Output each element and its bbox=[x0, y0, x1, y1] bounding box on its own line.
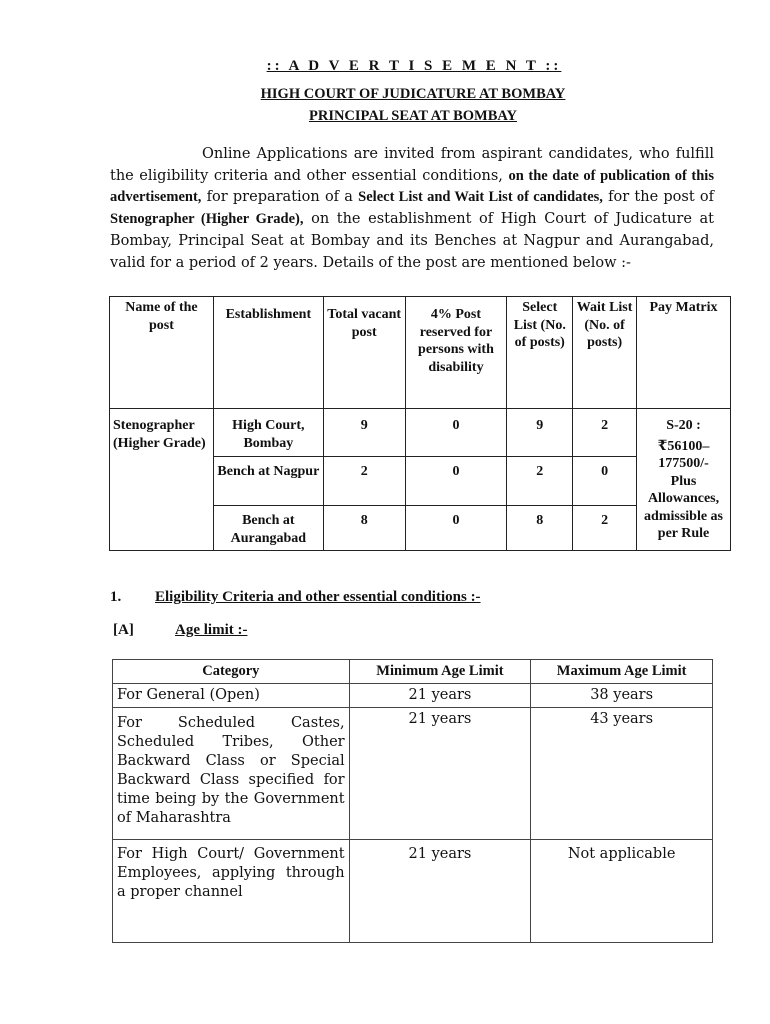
min-age-cell: 21 years bbox=[349, 684, 531, 708]
min-age-cell: 21 years bbox=[349, 708, 531, 840]
max-age-cell: Not applicable bbox=[531, 840, 713, 943]
table-row bbox=[113, 840, 713, 943]
column-header: Minimum Age Limit bbox=[349, 660, 531, 684]
wait-list-cell: 0 bbox=[573, 457, 637, 506]
total-vacant-cell: 8 bbox=[323, 506, 405, 551]
pay-note: Plus Allowances, admissible as per Rule bbox=[644, 473, 723, 541]
subsection-title: Age limit :- bbox=[175, 622, 248, 638]
post-name: Stenographer (Higher Grade) bbox=[110, 409, 214, 551]
intro-text: on the establishment of High Court of Judicature at Bombay, Principal Seat at Bombay and its Benches at Nagpur and Aurangabad, valid for a period of 2 years. Details of the post are mentioned below :- bbox=[110, 211, 714, 271]
category-cell: For General (Open) bbox=[113, 684, 350, 708]
table-header-row bbox=[113, 660, 713, 684]
select-list-cell: 2 bbox=[507, 457, 573, 506]
max-age-cell: 38 years bbox=[531, 684, 713, 708]
intro-text: for preparation of a bbox=[201, 189, 359, 206]
pwd-cell: 0 bbox=[405, 457, 507, 506]
establishment-cell: High Court, Bombay bbox=[213, 409, 323, 457]
pay-matrix-cell bbox=[637, 409, 731, 551]
section-number: 1. bbox=[110, 589, 122, 605]
table-row bbox=[113, 708, 713, 840]
establishment-cell: Bench at Aurangabad bbox=[213, 506, 323, 551]
table-header-row bbox=[110, 297, 731, 409]
column-header: Maximum Age Limit bbox=[531, 660, 713, 684]
posts-table bbox=[109, 296, 731, 551]
intro-text: Online Applications are invited from aspirant candidates, who fulfill the eligibility criteria and other essential conditions, bbox=[110, 146, 714, 184]
section-title: Eligibility Criteria and other essential conditions :- bbox=[155, 589, 481, 605]
table-row bbox=[113, 684, 713, 708]
column-header: 4% Post reserved for persons with disability bbox=[405, 297, 507, 409]
min-age-cell: 21 years bbox=[349, 840, 531, 943]
court-name: HIGH COURT OF JUDICATURE AT BOMBAY bbox=[260, 86, 566, 102]
wait-list-cell: 2 bbox=[573, 409, 637, 457]
intro-emphasis: Select List and Wait List of candidates, bbox=[358, 189, 603, 206]
section-heading bbox=[110, 589, 481, 606]
column-header: Category bbox=[113, 660, 350, 684]
wait-list-cell: 2 bbox=[573, 506, 637, 551]
intro-paragraph bbox=[110, 144, 714, 274]
total-vacant-cell: 2 bbox=[323, 457, 405, 506]
subsection-heading bbox=[113, 622, 247, 639]
subsection-number: [A] bbox=[113, 622, 134, 638]
max-age-cell: 43 years bbox=[531, 708, 713, 840]
establishment-cell: Bench at Nagpur bbox=[213, 457, 323, 506]
column-header: Total vacant post bbox=[323, 297, 405, 409]
intro-emphasis: Stenographer (Higher Grade), bbox=[110, 211, 304, 228]
intro-text: for the post of bbox=[602, 189, 714, 206]
select-list-cell: 9 bbox=[507, 409, 573, 457]
pay-level: S-20 : bbox=[666, 418, 701, 433]
column-header: Establishment bbox=[213, 297, 323, 409]
pay-range: ₹56100–177500/- bbox=[657, 438, 710, 471]
age-limit-table bbox=[112, 659, 713, 943]
table-row bbox=[110, 409, 731, 457]
column-header: Wait List (No. of posts) bbox=[573, 297, 637, 409]
column-header: Name of the post bbox=[110, 297, 214, 409]
pwd-cell: 0 bbox=[405, 409, 507, 457]
advertisement-title: :: A D V E R T I S E M E N T :: bbox=[266, 58, 562, 74]
select-list-cell: 8 bbox=[507, 506, 573, 551]
column-header: Pay Matrix bbox=[637, 297, 731, 409]
intro-emphasis: on the date of publication of this advertisement, bbox=[110, 167, 714, 206]
seat-name: PRINCIPAL SEAT AT BOMBAY bbox=[308, 108, 518, 124]
category-cell: For Scheduled Castes, Scheduled Tribes, Other Backward Class or Special Backward Class specified for time being by the Government of Maharashtra bbox=[113, 708, 350, 840]
total-vacant-cell: 9 bbox=[323, 409, 405, 457]
category-cell: For High Court/ Government Employees, applying through a proper channel bbox=[113, 840, 350, 943]
column-header: Select List (No. of posts) bbox=[507, 297, 573, 409]
pwd-cell: 0 bbox=[405, 506, 507, 551]
